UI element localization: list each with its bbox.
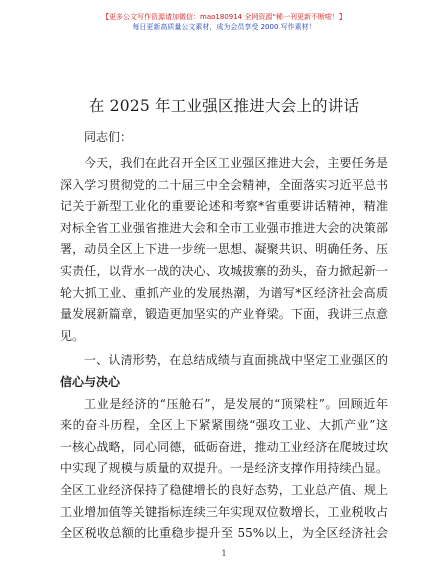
text-line: 署，动员全区上下进一步统一思想、凝聚共识、明确任务、压 (60, 242, 388, 257)
text-line: 轮大抓工业、重抓产业的发展热潮，为谱写*区经济社会高质 (60, 285, 388, 300)
document-title: 在 2025 年工业强区推进大会上的讲话 (88, 97, 360, 115)
text-line: 工业增加值等关键指标连续三年实现双位数增长，工业税收占 (60, 504, 388, 519)
promo-banner-line-1: 【更多公文写作资源请加微信：mao180914 全网资源“稀一刊更新不断啦！】 (102, 13, 346, 21)
page-number: 1 (221, 549, 227, 558)
paragraph-2 (60, 394, 388, 545)
text-line: 工业是经济的“压舱石”，是发展的“顶梁柱”。回顾近年 (84, 396, 388, 411)
text-line: 全区工业经济保持了稳健增长的良好态势，工业总产值、规上 (60, 482, 388, 497)
promo-banner-line-2: 每日更新高质量公文素材，成为会员享受 2000 写作素材！ (132, 23, 316, 31)
text-line: 来的奋斗历程，全区上下紧紧围绕“强攻工业、大抓产业”这 (60, 418, 388, 433)
text-line: 实责任，以背水一战的决心、攻城拔寨的劲头，奋力掀起新一 (60, 263, 388, 278)
text-line: 一核心战略，同心同德，砥砺奋进，推动工业经济在爬坡过坎 (60, 439, 388, 454)
text-line: 中实现了规模与质量的双提升。一是经济支撑作用持续凸显。 (60, 461, 388, 476)
salutation: 同志们： (84, 130, 133, 144)
paragraph-1 (60, 153, 388, 347)
text-line: 记关于新型工业化的重要论述和考察*省重要讲话精神，精准 (60, 199, 388, 214)
document-body (60, 153, 388, 545)
text-line: 全区税收总额的比重稳步提升至 55%以上，为全区经济社会 (60, 526, 388, 541)
text-line: 今天，我们在此召开全区工业强区推进大会，主要任务是 (84, 156, 388, 170)
promo-banner (0, 12, 448, 32)
text-line: 深入学习贯彻党的二十届三中全会精神，全面落实习近平总书 (60, 177, 388, 192)
text-line: 量发展新篇章，锻造更加坚实的产业脊梁。下面，我讲三点意 (60, 307, 388, 322)
section-heading-1 (60, 350, 388, 393)
section-heading-line: 信心与决心 (60, 374, 121, 389)
text-line: 对标全省工业强省推进大会和全市工业强市推进大会的决策部 (60, 220, 388, 235)
section-heading-line: 一、认清形势，在总结成绩与直面挑战中坚定工业强区的 (84, 353, 388, 368)
text-line: 见。 (60, 328, 85, 343)
